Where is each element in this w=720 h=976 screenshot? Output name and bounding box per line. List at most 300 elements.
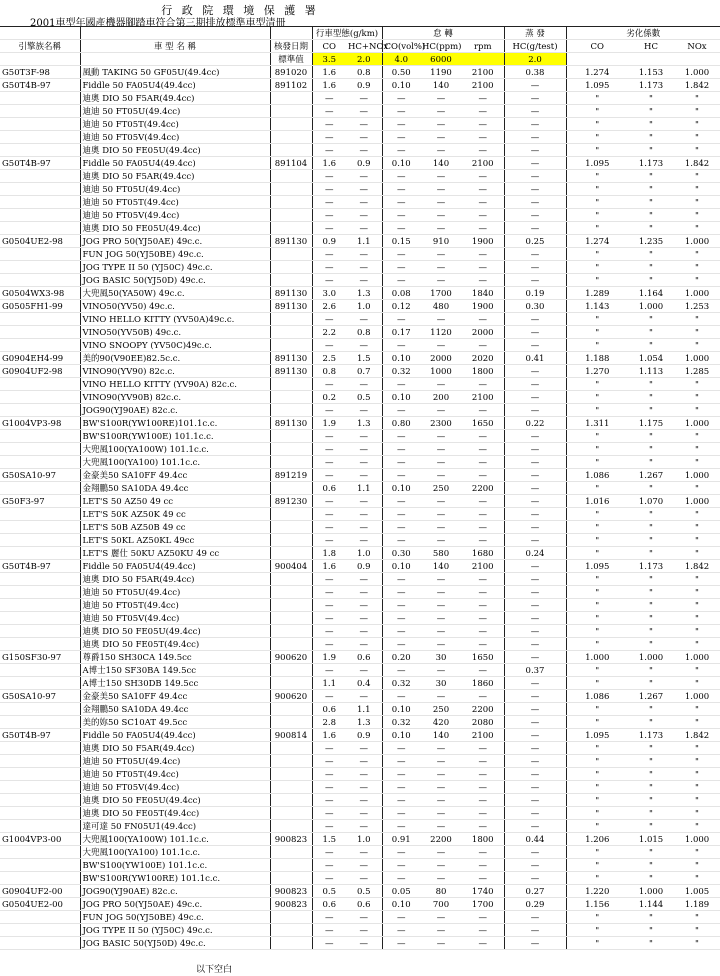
df-co-cell: " — [566, 391, 628, 404]
df-hc-cell: 1.113 — [628, 365, 674, 378]
df-co-cell: " — [566, 222, 628, 235]
approval-date-cell — [270, 391, 312, 404]
table-row — [0, 352, 720, 365]
co-cell: 1.6 — [312, 157, 346, 170]
hctest-cell: — — [504, 365, 566, 378]
df-nox-cell: 1.285 — [674, 365, 720, 378]
df-nox-cell: " — [674, 716, 720, 729]
hcppm-cell: 250 — [420, 703, 462, 716]
df-hc-cell: " — [628, 716, 674, 729]
df-co-cell: " — [566, 378, 628, 391]
covol-cell: — — [382, 261, 420, 274]
model-name-cell: 迪迪 50 FT05V(49.4cc) — [80, 209, 270, 222]
hcppm-cell: — — [420, 625, 462, 638]
hcppm-cell: — — [420, 911, 462, 924]
engine-family-cell — [0, 261, 80, 274]
df-hc-cell: " — [628, 664, 674, 677]
table-row — [0, 183, 720, 196]
hcppm-cell: 1190 — [420, 66, 462, 79]
df-co-cell: 1.156 — [566, 898, 628, 911]
approval-date-cell: 900620 — [270, 651, 312, 664]
df-co-cell: " — [566, 261, 628, 274]
rpm-cell: — — [462, 625, 504, 638]
df-co-cell: " — [566, 573, 628, 586]
hcppm-cell: 580 — [420, 547, 462, 560]
table-row — [0, 586, 720, 599]
covol-cell: — — [382, 820, 420, 833]
hctest-cell: — — [504, 677, 566, 690]
table-row — [0, 690, 720, 703]
table-row — [0, 677, 720, 690]
hcnox-cell: — — [346, 742, 382, 755]
rpm-cell: — — [462, 430, 504, 443]
hctest-cell: — — [504, 157, 566, 170]
co-cell: 0.8 — [312, 365, 346, 378]
approval-date-cell — [270, 742, 312, 755]
hcppm-cell: 910 — [420, 235, 462, 248]
hcppm-cell: — — [420, 495, 462, 508]
model-name-cell: VINO HELLO KITTY (YV50A)49c.c. — [80, 313, 270, 326]
hcnox-cell: — — [346, 274, 382, 287]
rpm-cell: — — [462, 664, 504, 677]
hctest-cell: — — [504, 183, 566, 196]
model-name-cell: JOG TYPE II 50 (YJ50C) 49c.c. — [80, 261, 270, 274]
co-cell: — — [312, 586, 346, 599]
rpm-cell: — — [462, 937, 504, 950]
approval-date-cell: 891130 — [270, 417, 312, 430]
rpm-cell: — — [462, 131, 504, 144]
hcnox-cell: 0.6 — [346, 898, 382, 911]
df-hc-cell: " — [628, 482, 674, 495]
engine-family-cell — [0, 677, 80, 690]
engine-family-cell — [0, 170, 80, 183]
model-name-cell: LET'S 50 AZ50 49 cc — [80, 495, 270, 508]
df-nox-cell: " — [674, 703, 720, 716]
covol-cell: — — [382, 521, 420, 534]
table-header — [0, 27, 720, 66]
approval-date-cell — [270, 144, 312, 157]
rpm-cell: — — [462, 170, 504, 183]
df-nox-cell: " — [674, 443, 720, 456]
model-name-cell: JOG BASIC 50(YJ50D) 49c.c. — [80, 937, 270, 950]
covol-cell: — — [382, 456, 420, 469]
df-hc-cell: 1.144 — [628, 898, 674, 911]
approval-date-cell — [270, 547, 312, 560]
approval-date-cell: 900814 — [270, 729, 312, 742]
approval-date-cell: 891104 — [270, 157, 312, 170]
df-hc-cell: " — [628, 144, 674, 157]
df-nox-cell: " — [674, 638, 720, 651]
hcnox-cell: — — [346, 404, 382, 417]
rpm-cell: — — [462, 872, 504, 885]
approval-date-cell — [270, 92, 312, 105]
covol-cell: — — [382, 209, 420, 222]
covol-cell: — — [382, 599, 420, 612]
hctest-cell: — — [504, 781, 566, 794]
table-row — [0, 508, 720, 521]
df-hc-cell: " — [628, 677, 674, 690]
df-co-cell: " — [566, 547, 628, 560]
df-co-cell: " — [566, 430, 628, 443]
rpm-cell: — — [462, 443, 504, 456]
hctest-cell: 0.37 — [504, 664, 566, 677]
hcppm-cell: 1700 — [420, 287, 462, 300]
approval-date-cell: 891130 — [270, 352, 312, 365]
hcppm-cell: — — [420, 248, 462, 261]
df-nox-cell: 1.000 — [674, 495, 720, 508]
hcnox-cell: — — [346, 222, 382, 235]
co-cell: 2.5 — [312, 352, 346, 365]
table-row — [0, 157, 720, 170]
approval-date-cell: 891219 — [270, 469, 312, 482]
hctest-cell: 0.19 — [504, 287, 566, 300]
approval-date-cell — [270, 404, 312, 417]
table-row — [0, 820, 720, 833]
approval-date-cell: 891102 — [270, 79, 312, 92]
hcppm-cell: — — [420, 846, 462, 859]
hctest-cell: — — [504, 118, 566, 131]
header-std-label: 標準值 — [270, 53, 312, 66]
approval-date-cell: 900404 — [270, 560, 312, 573]
table-row — [0, 846, 720, 859]
engine-family-cell — [0, 430, 80, 443]
engine-family-cell — [0, 625, 80, 638]
df-co-cell: 1.270 — [566, 365, 628, 378]
table-row — [0, 794, 720, 807]
approval-date-cell — [270, 534, 312, 547]
model-name-cell: LET'S 50KL AZ50KL 49cc — [80, 534, 270, 547]
covol-cell: — — [382, 625, 420, 638]
df-co-cell: " — [566, 703, 628, 716]
header-df-nox: NOx — [674, 40, 720, 53]
engine-family-cell — [0, 859, 80, 872]
co-cell: — — [312, 664, 346, 677]
model-name-cell: 迪奧 DIO 50 FE05T(49.4cc) — [80, 638, 270, 651]
approval-date-cell — [270, 859, 312, 872]
hcppm-cell: — — [420, 807, 462, 820]
covol-cell: — — [382, 586, 420, 599]
hcppm-cell: 30 — [420, 677, 462, 690]
df-hc-cell: 1.153 — [628, 66, 674, 79]
hctest-cell: 0.22 — [504, 417, 566, 430]
df-co-cell: " — [566, 755, 628, 768]
table-row — [0, 469, 720, 482]
df-co-cell: 1.220 — [566, 885, 628, 898]
engine-family-cell — [0, 391, 80, 404]
co-cell: 1.6 — [312, 560, 346, 573]
covol-cell: 0.91 — [382, 833, 420, 846]
approval-date-cell — [270, 508, 312, 521]
covol-cell: 0.20 — [382, 651, 420, 664]
covol-cell: — — [382, 846, 420, 859]
co-cell: — — [312, 469, 346, 482]
rpm-cell: — — [462, 183, 504, 196]
model-name-cell: VINO50(YV50) 49c.c. — [80, 300, 270, 313]
engine-family-cell — [0, 664, 80, 677]
engine-family-cell — [0, 274, 80, 287]
hcppm-cell: 250 — [420, 482, 462, 495]
approval-date-cell: 891130 — [270, 287, 312, 300]
df-co-cell: " — [566, 144, 628, 157]
rpm-cell: 1860 — [462, 677, 504, 690]
co-cell: — — [312, 781, 346, 794]
table-row — [0, 261, 720, 274]
df-hc-cell: " — [628, 859, 674, 872]
covol-cell: 0.10 — [382, 482, 420, 495]
approval-date-cell — [270, 911, 312, 924]
approval-date-cell — [270, 339, 312, 352]
hcppm-cell: — — [420, 378, 462, 391]
co-cell: 0.6 — [312, 703, 346, 716]
table-row — [0, 222, 720, 235]
model-name-cell: JOG90(YJ90AE) 82c.c. — [80, 885, 270, 898]
covol-cell: — — [382, 911, 420, 924]
df-hc-cell: " — [628, 612, 674, 625]
rpm-cell: 1800 — [462, 833, 504, 846]
hcnox-cell: 0.8 — [346, 66, 382, 79]
approval-date-cell — [270, 638, 312, 651]
covol-cell: 0.32 — [382, 716, 420, 729]
hctest-cell: — — [504, 794, 566, 807]
df-co-cell: 1.274 — [566, 235, 628, 248]
co-cell: — — [312, 924, 346, 937]
model-name-cell: Fiddle 50 FA05U4(49.4cc) — [80, 729, 270, 742]
hcppm-cell: 80 — [420, 885, 462, 898]
model-name-cell: 迪奧 DIO 50 F5AR(49.4cc) — [80, 92, 270, 105]
co-cell: 0.5 — [312, 885, 346, 898]
df-co-cell: " — [566, 118, 628, 131]
header-idle: 怠 轉 — [382, 27, 504, 40]
co-cell: — — [312, 274, 346, 287]
df-co-cell: " — [566, 638, 628, 651]
df-hc-cell: " — [628, 924, 674, 937]
rpm-cell: — — [462, 911, 504, 924]
model-name-cell: 迪迪 50 FT05T(49.4cc) — [80, 118, 270, 131]
engine-family-cell: G0504UE2-00 — [0, 898, 80, 911]
hcppm-cell: — — [420, 690, 462, 703]
hcnox-cell: — — [346, 807, 382, 820]
co-cell: — — [312, 131, 346, 144]
table-row — [0, 326, 720, 339]
model-name-cell: 迪奧 DIO 50 FE05U(49.4cc) — [80, 144, 270, 157]
model-name-cell: 達可達 50 FN05U1(49.4cc) — [80, 820, 270, 833]
rpm-cell: 1650 — [462, 651, 504, 664]
hctest-cell: — — [504, 690, 566, 703]
hcppm-cell: — — [420, 742, 462, 755]
df-co-cell: 1.095 — [566, 157, 628, 170]
co-cell: — — [312, 209, 346, 222]
df-hc-cell: " — [628, 638, 674, 651]
engine-family-cell: G50SA10-97 — [0, 469, 80, 482]
table-body — [0, 66, 720, 950]
df-nox-cell: " — [674, 807, 720, 820]
df-nox-cell: " — [674, 326, 720, 339]
df-nox-cell: 1.000 — [674, 235, 720, 248]
rpm-cell: — — [462, 755, 504, 768]
model-name-cell: A博士150 SH30DB 149.5cc — [80, 677, 270, 690]
approval-date-cell — [270, 794, 312, 807]
rpm-cell: 1680 — [462, 547, 504, 560]
df-co-cell: " — [566, 807, 628, 820]
hcppm-cell: — — [420, 105, 462, 118]
df-nox-cell: 1.000 — [674, 287, 720, 300]
df-hc-cell: " — [628, 807, 674, 820]
covol-cell: — — [382, 469, 420, 482]
covol-cell: — — [382, 508, 420, 521]
df-co-cell: " — [566, 443, 628, 456]
hcnox-cell: — — [346, 638, 382, 651]
approval-date-cell — [270, 378, 312, 391]
rpm-cell: — — [462, 261, 504, 274]
df-nox-cell: 1.842 — [674, 157, 720, 170]
engine-family-cell: G50T4B-97 — [0, 79, 80, 92]
df-co-cell: " — [566, 612, 628, 625]
rpm-cell: 1800 — [462, 365, 504, 378]
rpm-cell: — — [462, 404, 504, 417]
hcppm-cell: 480 — [420, 300, 462, 313]
df-hc-cell: " — [628, 118, 674, 131]
table-row — [0, 924, 720, 937]
covol-cell: — — [382, 92, 420, 105]
hcnox-cell: 1.1 — [346, 482, 382, 495]
df-nox-cell: 1.000 — [674, 352, 720, 365]
engine-family-cell — [0, 638, 80, 651]
table-row — [0, 547, 720, 560]
document-title: 2001車型年國產機器腳踏車符合第三期排放標準車型清冊 — [30, 18, 286, 29]
header-model: 車 型 名 稱 — [80, 40, 270, 53]
hctest-cell: 0.38 — [504, 66, 566, 79]
model-name-cell: Fiddle 50 FA05U4(49.4cc) — [80, 79, 270, 92]
approval-date-cell — [270, 573, 312, 586]
df-nox-cell: " — [674, 612, 720, 625]
hcnox-cell: — — [346, 768, 382, 781]
df-nox-cell: " — [674, 170, 720, 183]
model-name-cell: VINO HELLO KITTY (YV90A) 82c.c. — [80, 378, 270, 391]
rpm-cell: 1840 — [462, 287, 504, 300]
hcppm-cell: — — [420, 573, 462, 586]
df-hc-cell: " — [628, 703, 674, 716]
co-cell: — — [312, 755, 346, 768]
model-name-cell: Fiddle 50 FA05U4(49.4cc) — [80, 560, 270, 573]
hcnox-cell: — — [346, 911, 382, 924]
approval-date-cell — [270, 924, 312, 937]
model-name-cell: VINO90(YV90B) 82c.c. — [80, 391, 270, 404]
rpm-cell: — — [462, 573, 504, 586]
df-nox-cell: " — [674, 274, 720, 287]
approval-date-cell — [270, 612, 312, 625]
approval-date-cell — [270, 313, 312, 326]
approval-date-cell — [270, 716, 312, 729]
co-cell: — — [312, 690, 346, 703]
covol-cell: — — [382, 872, 420, 885]
engine-family-cell — [0, 443, 80, 456]
df-co-cell: " — [566, 508, 628, 521]
rpm-cell: — — [462, 781, 504, 794]
hcppm-cell: — — [420, 599, 462, 612]
hcppm-cell: — — [420, 170, 462, 183]
table-row — [0, 456, 720, 469]
hcnox-cell: 0.9 — [346, 729, 382, 742]
hctest-cell: — — [504, 911, 566, 924]
engine-family-cell — [0, 196, 80, 209]
table-row — [0, 560, 720, 573]
df-hc-cell: " — [628, 768, 674, 781]
header-hcppm: HC(ppm) — [420, 40, 462, 53]
hctest-cell: — — [504, 651, 566, 664]
approval-date-cell — [270, 326, 312, 339]
df-hc-cell: " — [628, 131, 674, 144]
hctest-cell: — — [504, 742, 566, 755]
hcppm-cell: — — [420, 859, 462, 872]
model-name-cell: FUN JOG 50(YJ50BE) 49c.c. — [80, 248, 270, 261]
co-cell: 1.9 — [312, 651, 346, 664]
model-name-cell: BW'S100R(YW100RE)101.1c.c. — [80, 417, 270, 430]
engine-family-cell — [0, 911, 80, 924]
df-nox-cell: " — [674, 482, 720, 495]
df-hc-cell: " — [628, 794, 674, 807]
hcnox-cell: — — [346, 131, 382, 144]
df-nox-cell: 1.000 — [674, 651, 720, 664]
df-hc-cell: " — [628, 248, 674, 261]
co-cell: 1.5 — [312, 833, 346, 846]
df-hc-cell: " — [628, 339, 674, 352]
co-cell: 0.6 — [312, 482, 346, 495]
covol-cell: — — [382, 313, 420, 326]
df-nox-cell: 1.000 — [674, 417, 720, 430]
rpm-cell: — — [462, 924, 504, 937]
df-co-cell: " — [566, 872, 628, 885]
hctest-cell: — — [504, 443, 566, 456]
hcnox-cell: 1.1 — [346, 703, 382, 716]
df-co-cell: " — [566, 846, 628, 859]
table-row — [0, 729, 720, 742]
engine-family-cell: G50T4B-97 — [0, 560, 80, 573]
hctest-cell: — — [504, 729, 566, 742]
hcnox-cell: 0.9 — [346, 79, 382, 92]
model-name-cell: LET'S 麗仕 50KU AZ50KU 49 cc — [80, 547, 270, 560]
df-nox-cell: 1.000 — [674, 690, 720, 703]
df-hc-cell: " — [628, 547, 674, 560]
df-co-cell: 1.289 — [566, 287, 628, 300]
engine-family-cell: G0505FH1-99 — [0, 300, 80, 313]
hcppm-cell: 140 — [420, 729, 462, 742]
model-name-cell: JOG TYPE II 50 (YJ50C) 49c.c. — [80, 924, 270, 937]
hcppm-cell: — — [420, 755, 462, 768]
approval-date-cell — [270, 664, 312, 677]
hctest-cell: — — [504, 261, 566, 274]
engine-family-cell — [0, 92, 80, 105]
hcnox-cell: — — [346, 924, 382, 937]
df-nox-cell: " — [674, 183, 720, 196]
df-hc-cell: 1.173 — [628, 79, 674, 92]
table-row — [0, 144, 720, 157]
covol-cell: 0.15 — [382, 235, 420, 248]
rpm-cell: — — [462, 638, 504, 651]
df-hc-cell: " — [628, 742, 674, 755]
df-co-cell: " — [566, 794, 628, 807]
hcppm-cell: — — [420, 638, 462, 651]
hcnox-cell: — — [346, 118, 382, 131]
header-df-co: CO — [566, 40, 628, 53]
hcnox-cell: 1.0 — [346, 547, 382, 560]
hctest-cell: — — [504, 599, 566, 612]
hcppm-cell: 140 — [420, 560, 462, 573]
df-co-cell: " — [566, 170, 628, 183]
hcppm-cell: — — [420, 144, 462, 157]
rpm-cell: — — [462, 456, 504, 469]
hcppm-cell: — — [420, 612, 462, 625]
df-hc-cell: " — [628, 404, 674, 417]
